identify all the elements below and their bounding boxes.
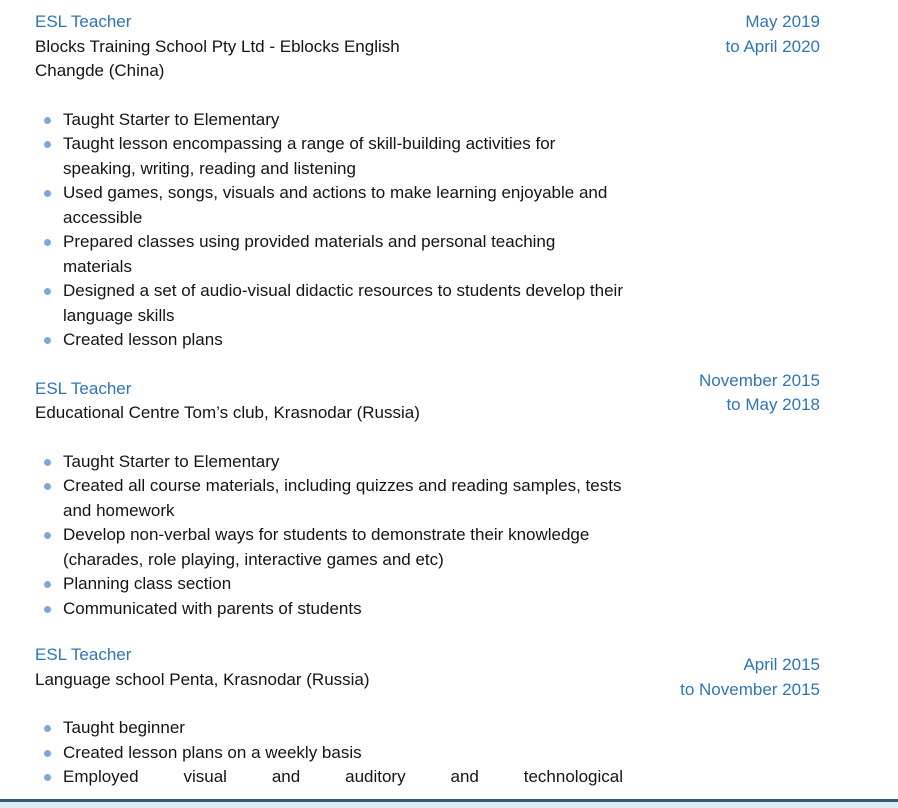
duty-item: Taught beginner bbox=[63, 716, 623, 741]
window-bottom-edge bbox=[0, 799, 898, 808]
date-range bbox=[680, 653, 820, 702]
duties-list bbox=[35, 450, 623, 622]
company-name: Language school Penta, Krasnodar (Russia) bbox=[35, 669, 370, 689]
job-section-2 bbox=[35, 370, 898, 622]
job-section-3 bbox=[35, 643, 898, 790]
job-title: ESL Teacher bbox=[35, 378, 132, 398]
duty-item: Taught Starter to Elementary bbox=[63, 450, 623, 475]
date-start: November 2015 bbox=[699, 370, 820, 390]
duty-item: Taught Starter to Elementary bbox=[63, 108, 623, 133]
company-location: Changde (China) bbox=[35, 61, 165, 80]
date-start: May 2019 bbox=[745, 12, 820, 31]
duty-item: Created lesson plans bbox=[63, 328, 623, 353]
duty-item: Employed visual and auditory and technological bbox=[63, 765, 623, 790]
company-name: Blocks Training School Pty Ltd - Eblocks English bbox=[35, 36, 400, 56]
date-end: to May 2018 bbox=[726, 395, 820, 414]
date-end: to November 2015 bbox=[680, 679, 820, 699]
duties-list bbox=[35, 108, 623, 353]
date-end: to April 2020 bbox=[725, 36, 820, 56]
company-name: Educational Centre Tom’s club, Krasnodar (Russia) bbox=[35, 403, 420, 422]
date-range bbox=[699, 369, 820, 418]
duty-item: Designed a set of audio-visual didactic resources to students develop their language skills bbox=[63, 279, 623, 328]
date-start: April 2015 bbox=[743, 655, 820, 674]
duty-item: Taught lesson encompassing a range of skill-building activities for speaking, writing, reading and listening bbox=[63, 132, 623, 181]
job-section-1 bbox=[35, 10, 898, 353]
job-title: ESL Teacher bbox=[35, 645, 132, 664]
duty-item: Prepared classes using provided materials and personal teaching materials bbox=[63, 230, 623, 279]
duty-item: Planning class section bbox=[63, 572, 623, 597]
duty-item: Develop non-verbal ways for students to demonstrate their knowledge (charades, role playing, interactive games and etc) bbox=[63, 523, 623, 572]
job-title: ESL Teacher bbox=[35, 12, 132, 31]
duty-item: Used games, songs, visuals and actions to make learning enjoyable and accessible bbox=[63, 181, 623, 230]
duty-item: Created all course materials, including quizzes and reading samples, tests and homework bbox=[63, 474, 623, 523]
duty-item: Communicated with parents of students bbox=[63, 597, 623, 622]
duties-list bbox=[35, 716, 623, 790]
date-range bbox=[725, 10, 820, 59]
duty-item: Created lesson plans on a weekly basis bbox=[63, 741, 623, 766]
